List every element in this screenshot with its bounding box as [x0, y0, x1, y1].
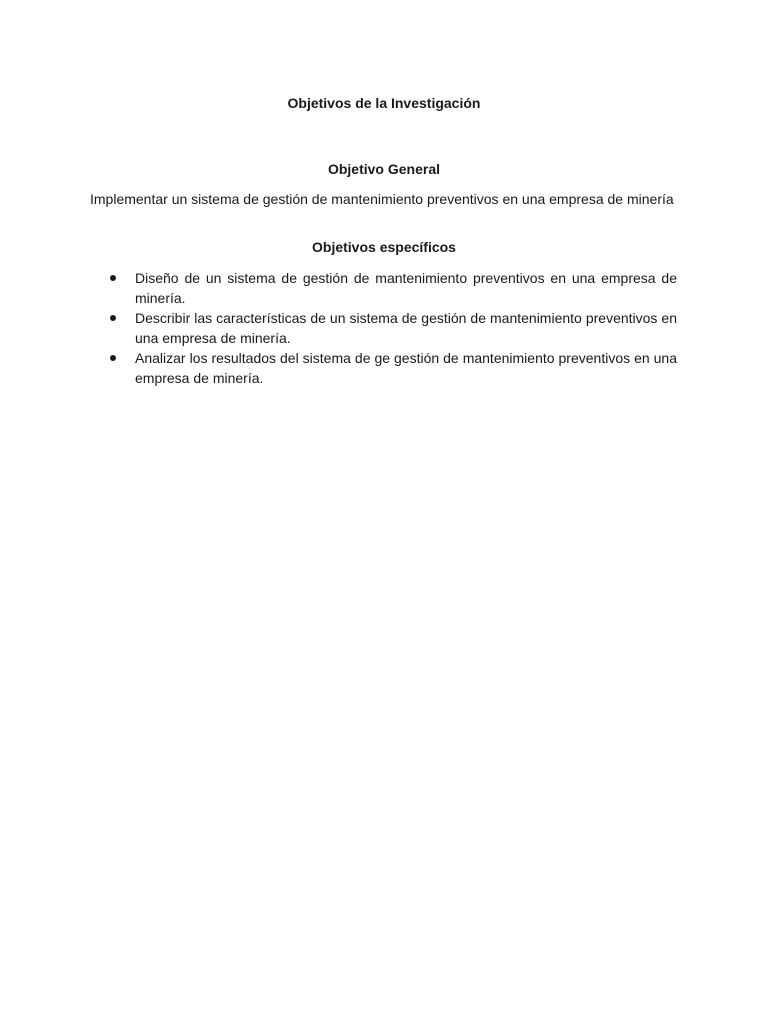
document-title: Objetivos de la Investigación [287, 95, 481, 111]
list-item-text: Diseño de un sistema de gestión de mantenimiento preventivos en una empresa de minería. [135, 270, 677, 306]
general-objective-heading: Objetivo General [327, 161, 441, 177]
specific-objectives-heading: Objetivos específicos [312, 239, 456, 255]
list-item [107, 308, 677, 348]
list-item-text: Analizar los resultados del sistema de ge gestión de mantenimiento preventivos en una empresa de minería. [135, 350, 677, 386]
bullet-icon [110, 315, 116, 321]
list-item [107, 348, 677, 388]
list-item-text: Describir las características de un sistema de gestión de mantenimiento preventivos en una empresa de minería. [135, 310, 677, 346]
general-objective-text: Implementar un sistema de gestión de mantenimiento preventivos en una empresa de minería [90, 191, 674, 207]
bullet-icon [110, 355, 116, 361]
list-item [107, 268, 677, 308]
specific-objectives-list [107, 268, 677, 388]
bullet-icon [110, 275, 116, 281]
